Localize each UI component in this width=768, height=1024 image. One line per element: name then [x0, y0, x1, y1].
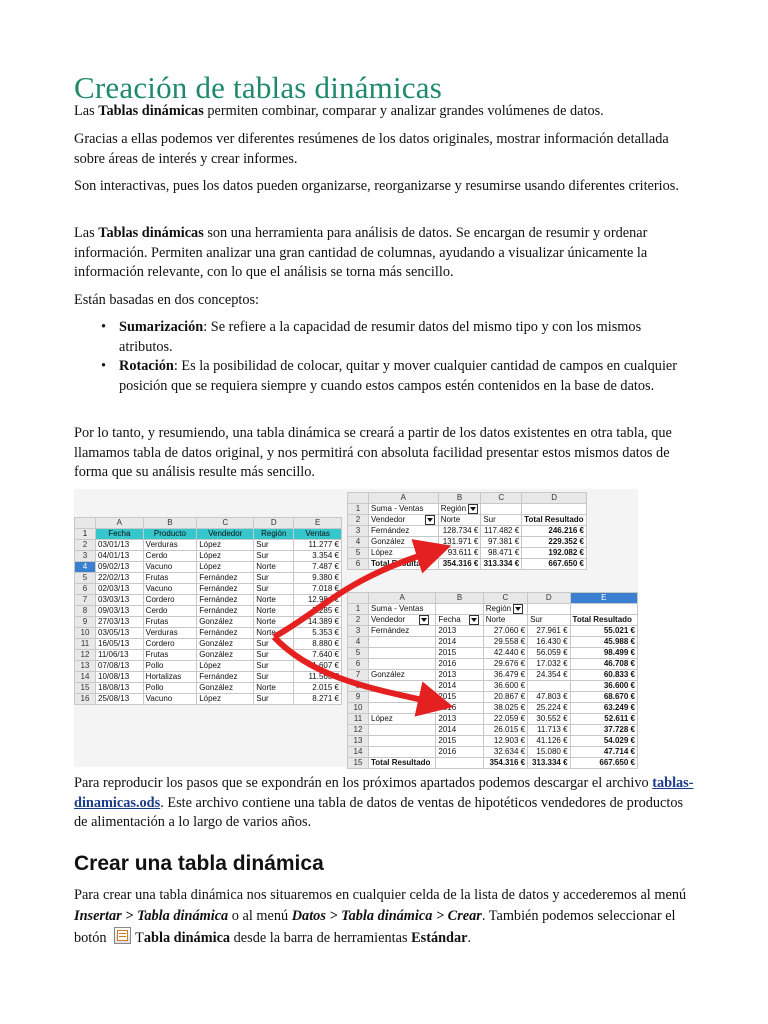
table-cell: Sur [254, 584, 294, 595]
table-cell: Norte [254, 606, 294, 617]
table-cell: Norte [254, 595, 294, 606]
table-cell: 55.021 € [570, 626, 637, 637]
table-cell: 5.353 € [294, 628, 342, 639]
table-cell: González [197, 650, 254, 661]
paragraph-6: Por lo tanto, y resumiendo, una tabla dinámica se creará a partir de los datos existentes en otra tabla, que llamamos tabla de datos original, y nos permitirá con absoluta facilidad presentar estos mismos datos de forma que su análisis resulte más sencillo. [74, 425, 672, 480]
table-cell: 128.734 € [438, 526, 481, 537]
table-cell: Norte [254, 628, 294, 639]
table-cell: 09/03/13 [96, 606, 144, 617]
table-cell: Norte [254, 617, 294, 628]
table-cell: 20.867 € [483, 692, 527, 703]
table-cell: 45.988 € [570, 637, 637, 648]
dropdown-icon[interactable] [419, 615, 429, 625]
table-cell: 47.714 € [570, 747, 637, 758]
table-row [75, 683, 342, 694]
table-cell: Cordero [143, 595, 197, 606]
row-number: 4 [348, 637, 369, 648]
table-row [75, 672, 342, 683]
table-row [348, 526, 587, 537]
table-row [348, 725, 638, 736]
table-row [75, 639, 342, 650]
table-cell: 14.389 € [294, 617, 342, 628]
table-cell: 192.082 € [522, 548, 587, 559]
table-cell: 98.499 € [570, 648, 637, 659]
data-field-label: Suma - Ventas [369, 604, 436, 615]
column-header: B [438, 493, 481, 504]
page-title: Creación de tablas dinámicas [74, 70, 442, 105]
table-cell: 56.059 € [528, 648, 570, 659]
row-number: 6 [75, 584, 96, 595]
table-row [75, 573, 342, 584]
table-cell: 24.354 € [528, 670, 570, 681]
pivot-table-simple [347, 492, 587, 570]
table-cell: López [197, 540, 254, 551]
table-cell [369, 681, 436, 692]
table-cell: 11.277 € [294, 540, 342, 551]
table-cell: Cerdo [143, 551, 197, 562]
table-cell: Fernández [197, 606, 254, 617]
section-heading: Crear una tabla dinámica [74, 852, 324, 875]
table-cell [528, 681, 570, 692]
table-row [75, 617, 342, 628]
row-number: 6 [348, 559, 369, 570]
row-number: 13 [348, 736, 369, 747]
table-cell: 68.670 € [570, 692, 637, 703]
table-cell: Pollo [143, 661, 197, 672]
table-cell: 22/02/13 [96, 573, 144, 584]
list-item: • Rotación: Es la posibilidad de colocar, quitar y mover cualquier cantidad de campos en cualquier posición que se requiera siempre y cuando estos campos estén contenidos en la base de datos. [101, 358, 678, 394]
header-cell: Producto [143, 529, 197, 540]
row-number: 5 [75, 573, 96, 584]
table-row [348, 626, 638, 637]
table-cell: 2015 [436, 648, 483, 659]
row-number: 2 [75, 540, 96, 551]
table-cell: González [197, 639, 254, 650]
table-cell: Fernández [197, 672, 254, 683]
column-field: Sur [481, 515, 522, 526]
table-cell: 7.487 € [294, 562, 342, 573]
column-header-row [348, 593, 638, 604]
column-header: C [483, 593, 527, 604]
column-header: E [570, 593, 637, 604]
table-cell: Sur [254, 573, 294, 584]
table-cell: 54.029 € [570, 736, 637, 747]
row-number: 11 [348, 714, 369, 725]
table-cell: 93.611 € [438, 548, 481, 559]
table-cell: 03/05/13 [96, 628, 144, 639]
table-cell: González [197, 617, 254, 628]
concepts-list [74, 318, 698, 396]
table-cell: 354.316 € [483, 758, 527, 769]
row-number: 3 [75, 551, 96, 562]
row-field: Vendedor [369, 615, 436, 626]
row-number: 3 [348, 626, 369, 637]
table-cell: López [197, 562, 254, 573]
row-number: 13 [75, 661, 96, 672]
table-cell: 131.971 € [438, 537, 481, 548]
table-row [75, 551, 342, 562]
table-cell: 26.015 € [483, 725, 527, 736]
table-cell: 36.600 € [483, 681, 527, 692]
page-field: Región [438, 504, 481, 515]
table-cell: 98.471 € [481, 548, 522, 559]
table-cell: 36.479 € [483, 670, 527, 681]
table-cell: Vacuno [143, 694, 197, 705]
table-cell: 2016 [436, 703, 483, 714]
table-row: 2 Vendedor Fecha Norte Sur Total Resultado [348, 615, 638, 626]
table-row [348, 637, 638, 648]
table-cell: 41.126 € [528, 736, 570, 747]
table-cell: 04/01/13 [96, 551, 144, 562]
row-number: 15 [75, 683, 96, 694]
row-number: 4 [348, 537, 369, 548]
column-header: D [528, 593, 570, 604]
table-cell: 29.558 € [483, 637, 527, 648]
table-row [75, 584, 342, 595]
table-cell: López [369, 548, 439, 559]
table-cell: Fernández [369, 526, 439, 537]
table-row [348, 714, 638, 725]
table-header-row: 1 Fecha Producto Vendedor Región Ventas [75, 529, 342, 540]
table-cell: 38.025 € [483, 703, 527, 714]
table-cell: 12.903 € [483, 736, 527, 747]
header-cell: Fecha [96, 529, 144, 540]
table-cell: Sur [254, 672, 294, 683]
table-cell: López [197, 694, 254, 705]
table-cell: 22.059 € [483, 714, 527, 725]
table-cell: 8.271 € [294, 694, 342, 705]
table-cell: Verduras [143, 540, 197, 551]
row-number: 10 [75, 628, 96, 639]
table-row [348, 670, 638, 681]
row-number: 14 [348, 747, 369, 758]
table-cell: 7.018 € [294, 584, 342, 595]
table-cell: Frutas [143, 650, 197, 661]
table-cell: 09/02/13 [96, 562, 144, 573]
table-cell: Fernández [197, 595, 254, 606]
table-cell: 27/03/13 [96, 617, 144, 628]
table-cell: López [369, 714, 436, 725]
table-cell: Frutas [143, 573, 197, 584]
table-row [348, 659, 638, 670]
row-number: 10 [348, 703, 369, 714]
table-cell: 2014 [436, 681, 483, 692]
table-cell: 2014 [436, 725, 483, 736]
table-cell: Sur [254, 661, 294, 672]
total-header: Total Resultado [570, 615, 637, 626]
row-number: 8 [75, 606, 96, 617]
row-number: 7 [75, 595, 96, 606]
table-row [348, 681, 638, 692]
dropdown-icon[interactable] [425, 515, 435, 525]
table-cell: Cerdo [143, 606, 197, 617]
table-cell: 07/08/13 [96, 661, 144, 672]
table-row [348, 692, 638, 703]
table-cell: 3.354 € [294, 551, 342, 562]
row-field: Fecha [436, 615, 483, 626]
row-number: 5 [348, 548, 369, 559]
table-cell: 17.032 € [528, 659, 570, 670]
table-cell: 16.430 € [528, 637, 570, 648]
row-number: 3 [348, 526, 369, 537]
table-cell: 246.216 € [522, 526, 587, 537]
column-header-row [75, 518, 342, 529]
table-cell: Cordero [143, 639, 197, 650]
table-cell: 25/08/13 [96, 694, 144, 705]
table-cell: 11.713 € [528, 725, 570, 736]
column-header: A [369, 593, 436, 604]
table-cell: 229.352 € [522, 537, 587, 548]
column-header: A [96, 518, 144, 529]
table-cell: 47.803 € [528, 692, 570, 703]
table-cell: 11/06/13 [96, 650, 144, 661]
table-cell: 60.833 € [570, 670, 637, 681]
column-header: E [294, 518, 342, 529]
table-cell [436, 758, 483, 769]
row-number: 12 [348, 725, 369, 736]
row-number: 9 [75, 617, 96, 628]
column-header: A [369, 493, 439, 504]
table-cell: 29.676 € [483, 659, 527, 670]
source-data-table [74, 517, 342, 705]
column-header: C [481, 493, 522, 504]
table-cell: Fernández [197, 584, 254, 595]
table-cell: 12.984 € [294, 595, 342, 606]
table-cell: Sur [254, 540, 294, 551]
table-cell: Verduras [143, 628, 197, 639]
table-cell: Sur [254, 694, 294, 705]
table-cell: González [369, 670, 436, 681]
column-header: D [254, 518, 294, 529]
table-cell: 2013 [436, 714, 483, 725]
table-cell: 2016 [436, 659, 483, 670]
table-row: 1 Suma - Ventas Región [348, 504, 587, 515]
table-cell: 667.650 € [570, 758, 637, 769]
pivot-illustration [74, 489, 638, 767]
row-number: 7 [348, 670, 369, 681]
table-row [75, 650, 342, 661]
table-cell: 2014 [436, 637, 483, 648]
table-cell: 2.015 € [294, 683, 342, 694]
paragraph-3: Son interactivas, pues los datos pueden organizarse, reorganizarse y resumirse usando diferentes criterios. [74, 178, 679, 194]
paragraph-2: Gracias a ellas podemos ver diferentes resúmenes de los datos originales, mostrar información detallada sobre áreas de interés y crear informes. [74, 131, 669, 167]
table-cell: Fernández [197, 573, 254, 584]
table-cell: 15.080 € [528, 747, 570, 758]
table-cell: 2013 [436, 670, 483, 681]
table-cell: 18/08/13 [96, 683, 144, 694]
row-number: 11 [75, 639, 96, 650]
column-header: C [197, 518, 254, 529]
table-cell: Sur [254, 639, 294, 650]
header-cell: Vendedor [197, 529, 254, 540]
column-header: D [522, 493, 587, 504]
table-cell: Pollo [143, 683, 197, 694]
table-cell: 25.224 € [528, 703, 570, 714]
table-cell: 32.634 € [483, 747, 527, 758]
table-cell: González [369, 537, 439, 548]
table-cell: 117.482 € [481, 526, 522, 537]
column-header: B [143, 518, 197, 529]
table-cell: López [197, 551, 254, 562]
table-row [348, 559, 587, 570]
table-row [348, 736, 638, 747]
table-cell: Hortalizas [143, 672, 197, 683]
paragraph-7: Para reproducir los pasos que se expondrán en los próximos apartados podemos descargar el archivo tablas-dinamicas.ods. Este archivo contiene una tabla de datos de ventas de hipotéticos vendedores de productos de alimentación a lo largo de varios años. [74, 775, 694, 830]
table-cell: 97.381 € [481, 537, 522, 548]
table-row [348, 758, 638, 769]
table-cell: 354.316 € [438, 559, 481, 570]
table-cell: 37.728 € [570, 725, 637, 736]
table-row [75, 540, 342, 551]
table-cell: 36.600 € [570, 681, 637, 692]
table-cell [369, 736, 436, 747]
download-link[interactable]: tablas-dinamicas.ods [74, 775, 694, 811]
table-cell: 2015 [436, 736, 483, 747]
table-cell: 03/01/13 [96, 540, 144, 551]
header-cell: Ventas [294, 529, 342, 540]
row-number: 8 [348, 681, 369, 692]
table-cell: Vacuno [143, 562, 197, 573]
table-cell: Fernández [369, 626, 436, 637]
column-field: Norte [438, 515, 481, 526]
row-number: 4 [75, 562, 96, 573]
list-item: • Sumarización: Se refiere a la capacidad de resumir datos del mismo tipo y con los mismos atributos. [101, 319, 642, 355]
table-cell: Sur [254, 551, 294, 562]
table-cell: Fernández [197, 628, 254, 639]
table-cell: 52.611 € [570, 714, 637, 725]
table-cell: 7.640 € [294, 650, 342, 661]
table-cell: Total Resultado [369, 758, 436, 769]
row-number: 9 [348, 692, 369, 703]
paragraph-intro: Las Tablas dinámicas permiten combinar, comparar y analizar grandes volúmenes de datos. [74, 103, 604, 119]
column-header-row [348, 493, 587, 504]
column-field: Norte [483, 615, 527, 626]
table-cell [369, 725, 436, 736]
table-cell: 9.380 € [294, 573, 342, 584]
table-cell: López [197, 661, 254, 672]
table-cell: 1.607 € [294, 661, 342, 672]
paragraph-4: Las Tablas dinámicas son una herramienta para análisis de datos. Se encargan de resumir y ordenar información. Permiten analizar una gran cantidad de columnas, ayudando a visualizar únicamente la información relevante, con lo que el análisis se torna más sencillo. [74, 225, 648, 280]
table-cell: Vacuno [143, 584, 197, 595]
table-cell: Total Resultado [369, 559, 439, 570]
table-cell: 2016 [436, 747, 483, 758]
table-cell: 2015 [436, 692, 483, 703]
table-cell: 313.334 € [528, 758, 570, 769]
dropdown-icon[interactable] [513, 604, 523, 614]
table-cell: Norte [254, 562, 294, 573]
table-cell [369, 747, 436, 758]
row-number: 15 [348, 758, 369, 769]
dropdown-icon[interactable] [468, 504, 478, 514]
table-cell [369, 703, 436, 714]
table-cell: Sur [254, 650, 294, 661]
table-row [75, 694, 342, 705]
table-row [75, 661, 342, 672]
table-row [348, 747, 638, 758]
table-cell: 11.563 € [294, 672, 342, 683]
table-row [75, 595, 342, 606]
table-cell: 30.552 € [528, 714, 570, 725]
dropdown-icon[interactable] [469, 615, 479, 625]
table-row: 1 Suma - Ventas Región [348, 604, 638, 615]
table-cell: Frutas [143, 617, 197, 628]
table-row [348, 648, 638, 659]
total-header: Total Resultado [522, 515, 587, 526]
paragraph-8: Para crear una tabla dinámica nos situaremos en cualquier celda de la lista de datos y accederemos al menú Insertar > Tabla dinámica o al menú Datos > Tabla dinámica > Crear. También podemos seleccionar el botón Tabla dinámica desde la barra de herramientas Estándar. [74, 887, 687, 946]
table-cell: 16/05/13 [96, 639, 144, 650]
table-cell: 8.880 € [294, 639, 342, 650]
table-row [75, 628, 342, 639]
row-number: 6 [348, 659, 369, 670]
paragraph-5: Están basadas en dos conceptos: [74, 292, 260, 308]
row-number: 5 [348, 648, 369, 659]
table-cell: 46.708 € [570, 659, 637, 670]
table-cell: 27.060 € [483, 626, 527, 637]
table-row [348, 703, 638, 714]
row-number: 14 [75, 672, 96, 683]
table-cell: González [197, 683, 254, 694]
table-cell: Norte [254, 683, 294, 694]
table-cell: 63.249 € [570, 703, 637, 714]
column-header: B [436, 593, 483, 604]
row-number: 12 [75, 650, 96, 661]
header-cell: Región [254, 529, 294, 540]
table-cell [369, 637, 436, 648]
table-cell [369, 692, 436, 703]
table-cell: 02/03/13 [96, 584, 144, 595]
table-row: 2 Vendedor Norte Sur Total Resultado [348, 515, 587, 526]
table-row [75, 606, 342, 617]
table-cell [369, 659, 436, 670]
column-field: Sur [528, 615, 570, 626]
table-cell: 27.961 € [528, 626, 570, 637]
page-field: Región [483, 604, 527, 615]
table-cell: 2013 [436, 626, 483, 637]
row-number: 16 [75, 694, 96, 705]
table-cell: 03/03/13 [96, 595, 144, 606]
table-cell [369, 648, 436, 659]
pivot-table-detailed [347, 592, 638, 769]
table-cell: 10/08/13 [96, 672, 144, 683]
data-field-label: Suma - Ventas [369, 504, 439, 515]
row-field: Vendedor [369, 515, 439, 526]
table-cell: 313.334 € [481, 559, 522, 570]
pivot-table-icon[interactable] [114, 927, 131, 944]
table-row [75, 562, 342, 573]
table-cell: 667.650 € [522, 559, 587, 570]
table-row [348, 537, 587, 548]
table-cell: 42.440 € [483, 648, 527, 659]
table-cell: 7.285 € [294, 606, 342, 617]
table-row [348, 548, 587, 559]
